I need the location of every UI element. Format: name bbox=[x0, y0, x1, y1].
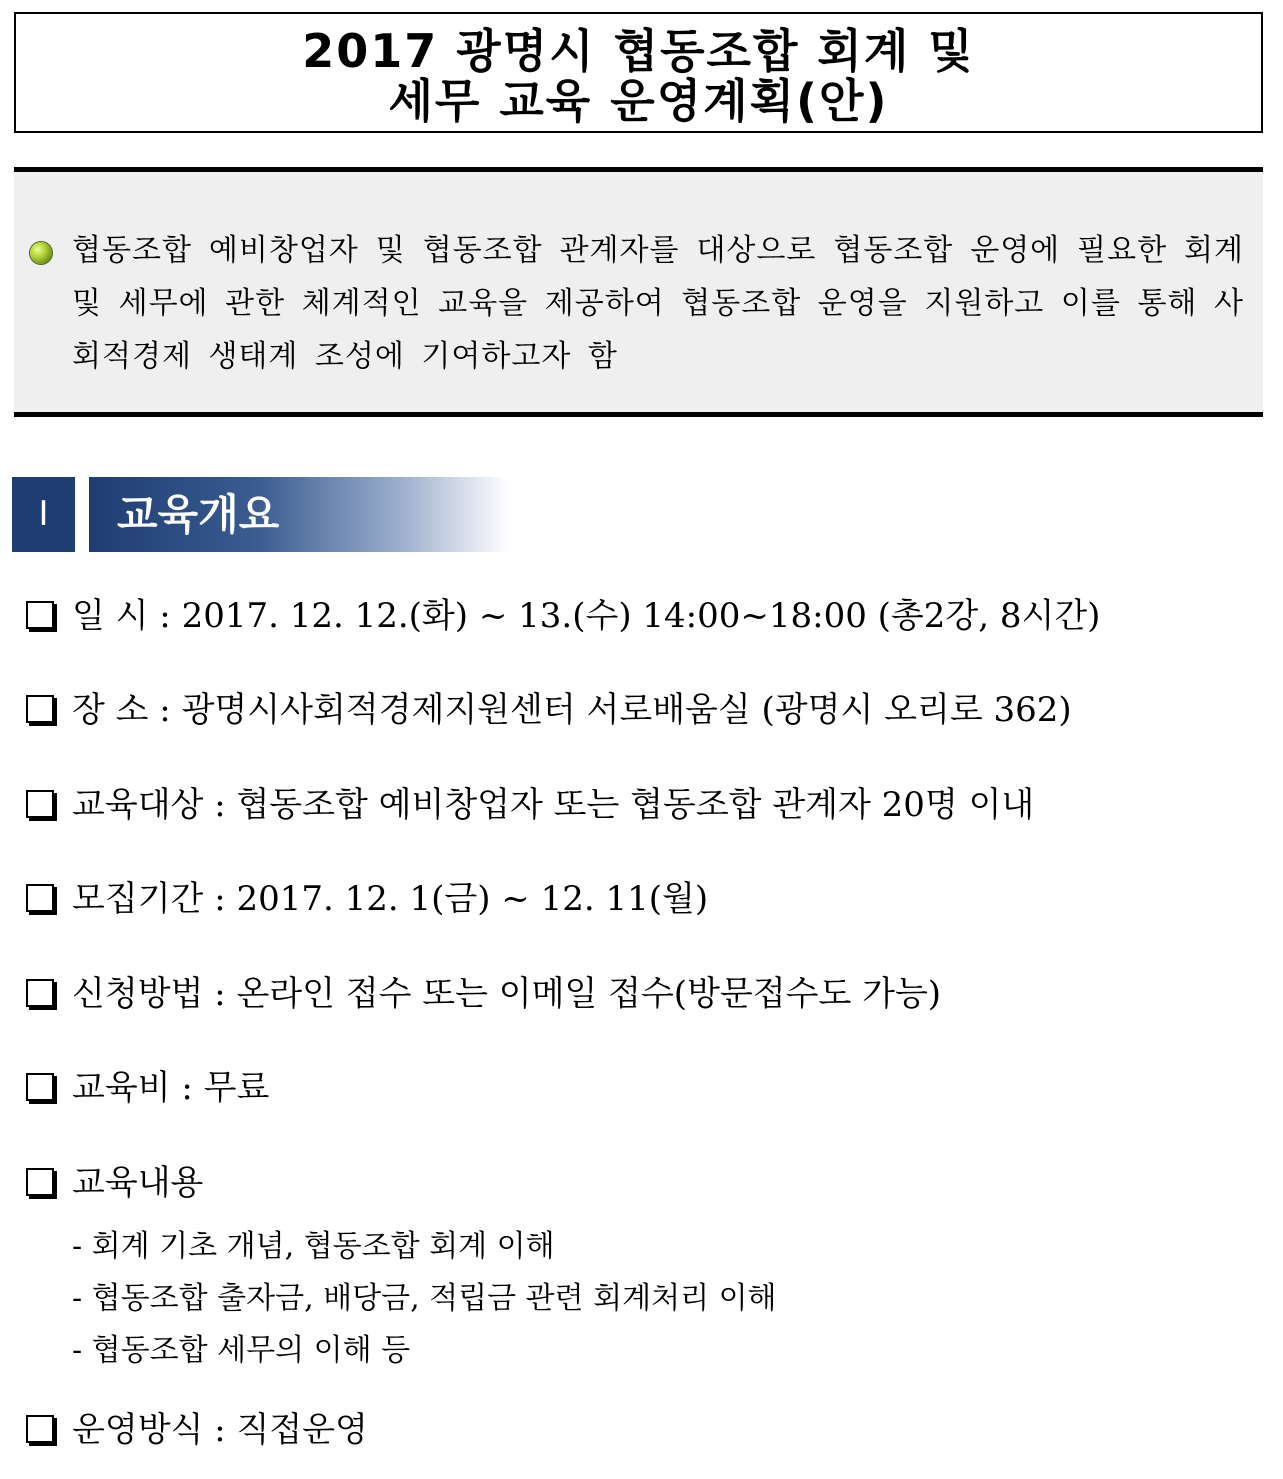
checkbox-square-icon bbox=[26, 1168, 54, 1196]
content-line: - 협동조합 출자금, 배당금, 적립금 관련 회계처리 이해 bbox=[72, 1281, 777, 1316]
document-title-line-1: 2017 광명시 협동조합 회계 및 bbox=[302, 24, 975, 78]
document-title-box bbox=[14, 12, 1263, 133]
item-period bbox=[26, 879, 708, 919]
purpose-text: 협동조합 예비창업자 및 협동조합 관계자를 대상으로 협동조합 운영에 필요한 회계 및 세무에 관한 체계적인 교육을 제공하여 협동조합 운영을 지원하고 이를 통해 사회적경제 생태계 조성에 기여하고자 함 bbox=[72, 233, 1244, 374]
section-number: Ⅰ bbox=[12, 477, 75, 552]
checkbox-square-icon bbox=[26, 979, 54, 1007]
item-place bbox=[26, 690, 1072, 730]
section-title: 교육개요 bbox=[117, 490, 280, 539]
item-method bbox=[26, 974, 941, 1014]
item-operation-text: 운영방식 : 직접운영 bbox=[72, 1410, 368, 1450]
item-fee-text: 교육비 : 무료 bbox=[72, 1068, 270, 1108]
item-period-text: 모집기간 : 2017. 12. 1(금) ~ 12. 11(월) bbox=[72, 879, 709, 919]
item-content bbox=[26, 1163, 203, 1203]
item-schedule-text: 일 시 : 2017. 12. 12.(화) ~ 13.(수) 14:00~18:00 (총2강, 8시간) bbox=[72, 596, 1101, 636]
item-content-label: 교육내용 bbox=[72, 1163, 204, 1203]
item-target bbox=[26, 785, 1034, 825]
item-fee bbox=[26, 1068, 269, 1108]
item-schedule bbox=[26, 596, 1100, 636]
section-header-bar bbox=[89, 477, 509, 552]
item-target-text: 교육대상 : 협동조합 예비창업자 또는 협동조합 관계자 20명 이내 bbox=[72, 785, 1035, 825]
checkbox-square-icon bbox=[26, 884, 54, 912]
content-line: - 협동조합 세무의 이해 등 bbox=[72, 1333, 411, 1368]
purpose-box bbox=[14, 167, 1263, 417]
item-operation bbox=[26, 1410, 368, 1450]
item-method-text: 신청방법 : 온라인 접수 또는 이메일 접수(방문접수도 가능) bbox=[72, 974, 942, 1014]
document-title-line-2: 세무 교육 운영계획(안) bbox=[388, 74, 889, 128]
checkbox-square-icon bbox=[26, 1073, 54, 1101]
item-place-text: 장 소 : 광명시사회적경제지원센터 서로배움실 (광명시 오리로 362) bbox=[72, 690, 1072, 730]
content-line: - 회계 기초 개념, 협동조합 회계 이해 bbox=[72, 1229, 555, 1264]
checkbox-square-icon bbox=[26, 1415, 54, 1443]
checkbox-square-icon bbox=[26, 790, 54, 818]
checkbox-square-icon bbox=[26, 601, 54, 629]
green-bullet-icon bbox=[30, 242, 52, 264]
checkbox-square-icon bbox=[26, 695, 54, 723]
